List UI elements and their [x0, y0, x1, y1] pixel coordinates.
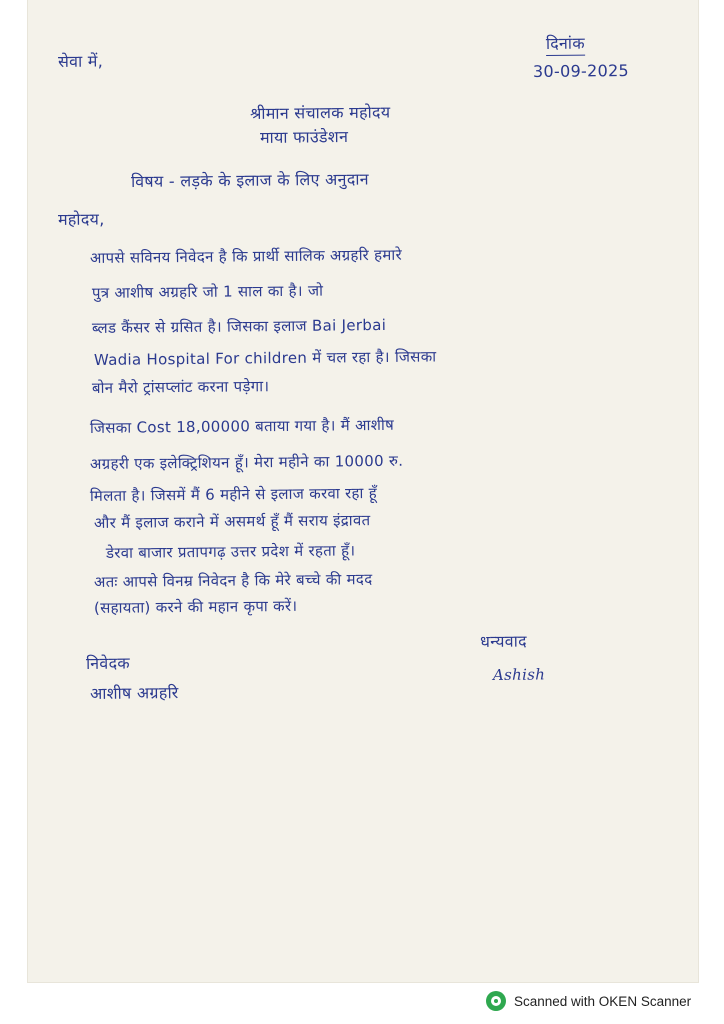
body-line: ब्लड कैंसर से ग्रसित है। जिसका इलाज Bai Jerbai	[91, 315, 387, 337]
date-label: दिनांक	[546, 32, 585, 56]
body-line: पुत्र आशीष अग्रहरि जो 1 साल का है। जो	[91, 281, 324, 302]
date: 30-09-2025	[532, 60, 630, 81]
scanner-watermark-text: Scanned with OKEN Scanner	[514, 993, 692, 1009]
salutation-to: सेवा में,	[57, 51, 104, 71]
body-line: बोन मैरो ट्रांसप्लांट करना पड़ेगा।	[91, 377, 270, 397]
subject: विषय - लड़के के इलाज के लिए अनुदान	[130, 169, 369, 191]
body-line: अग्रहरी एक इलेक्ट्रिशियन हूँ। मेरा महीने का 10000 रु.	[89, 451, 404, 473]
body-line: मिलता है। जिसमें मैं 6 महीने से इलाज करवा रहा हूँ	[89, 483, 378, 505]
body-line: और मैं इलाज कराने में असमर्थ हूँ मैं सराय इंद्रावत	[93, 511, 371, 532]
closing-label: निवेदक	[85, 653, 131, 673]
body-line: डेरवा बाजार प्रतापगढ़ उत्तर प्रदेश में रहता हूँ।	[105, 541, 356, 562]
body-line: अतः आपसे विनम्र निवेदन है कि मेरे बच्चे की मदद	[93, 570, 373, 591]
recipient-line2: माया फाउंडेशन	[259, 127, 349, 147]
recipient-line1: श्रीमान संचालक महोदय	[249, 102, 391, 123]
sender-name: आशीष अग्रहरि	[89, 683, 179, 703]
oken-scanner-logo-icon	[486, 991, 506, 1011]
body-line: Wadia Hospital For children में चल रहा है। जिसका	[93, 347, 437, 369]
letter-page	[28, 0, 698, 982]
signature: Ashish	[492, 665, 546, 684]
body-line: आपसे सविनय निवेदन है कि प्रार्थी सालिक अग्रहरि हमारे	[89, 245, 403, 267]
thanks: धन्यवाद	[479, 631, 527, 651]
scanner-watermark	[486, 988, 691, 1014]
greeting: महोदय,	[57, 209, 105, 229]
body-line: (सहायता) करने की महान कृपा करें।	[93, 596, 298, 617]
body-line: जिसका Cost 18,00000 बताया गया है। मैं आशीष	[89, 415, 395, 437]
